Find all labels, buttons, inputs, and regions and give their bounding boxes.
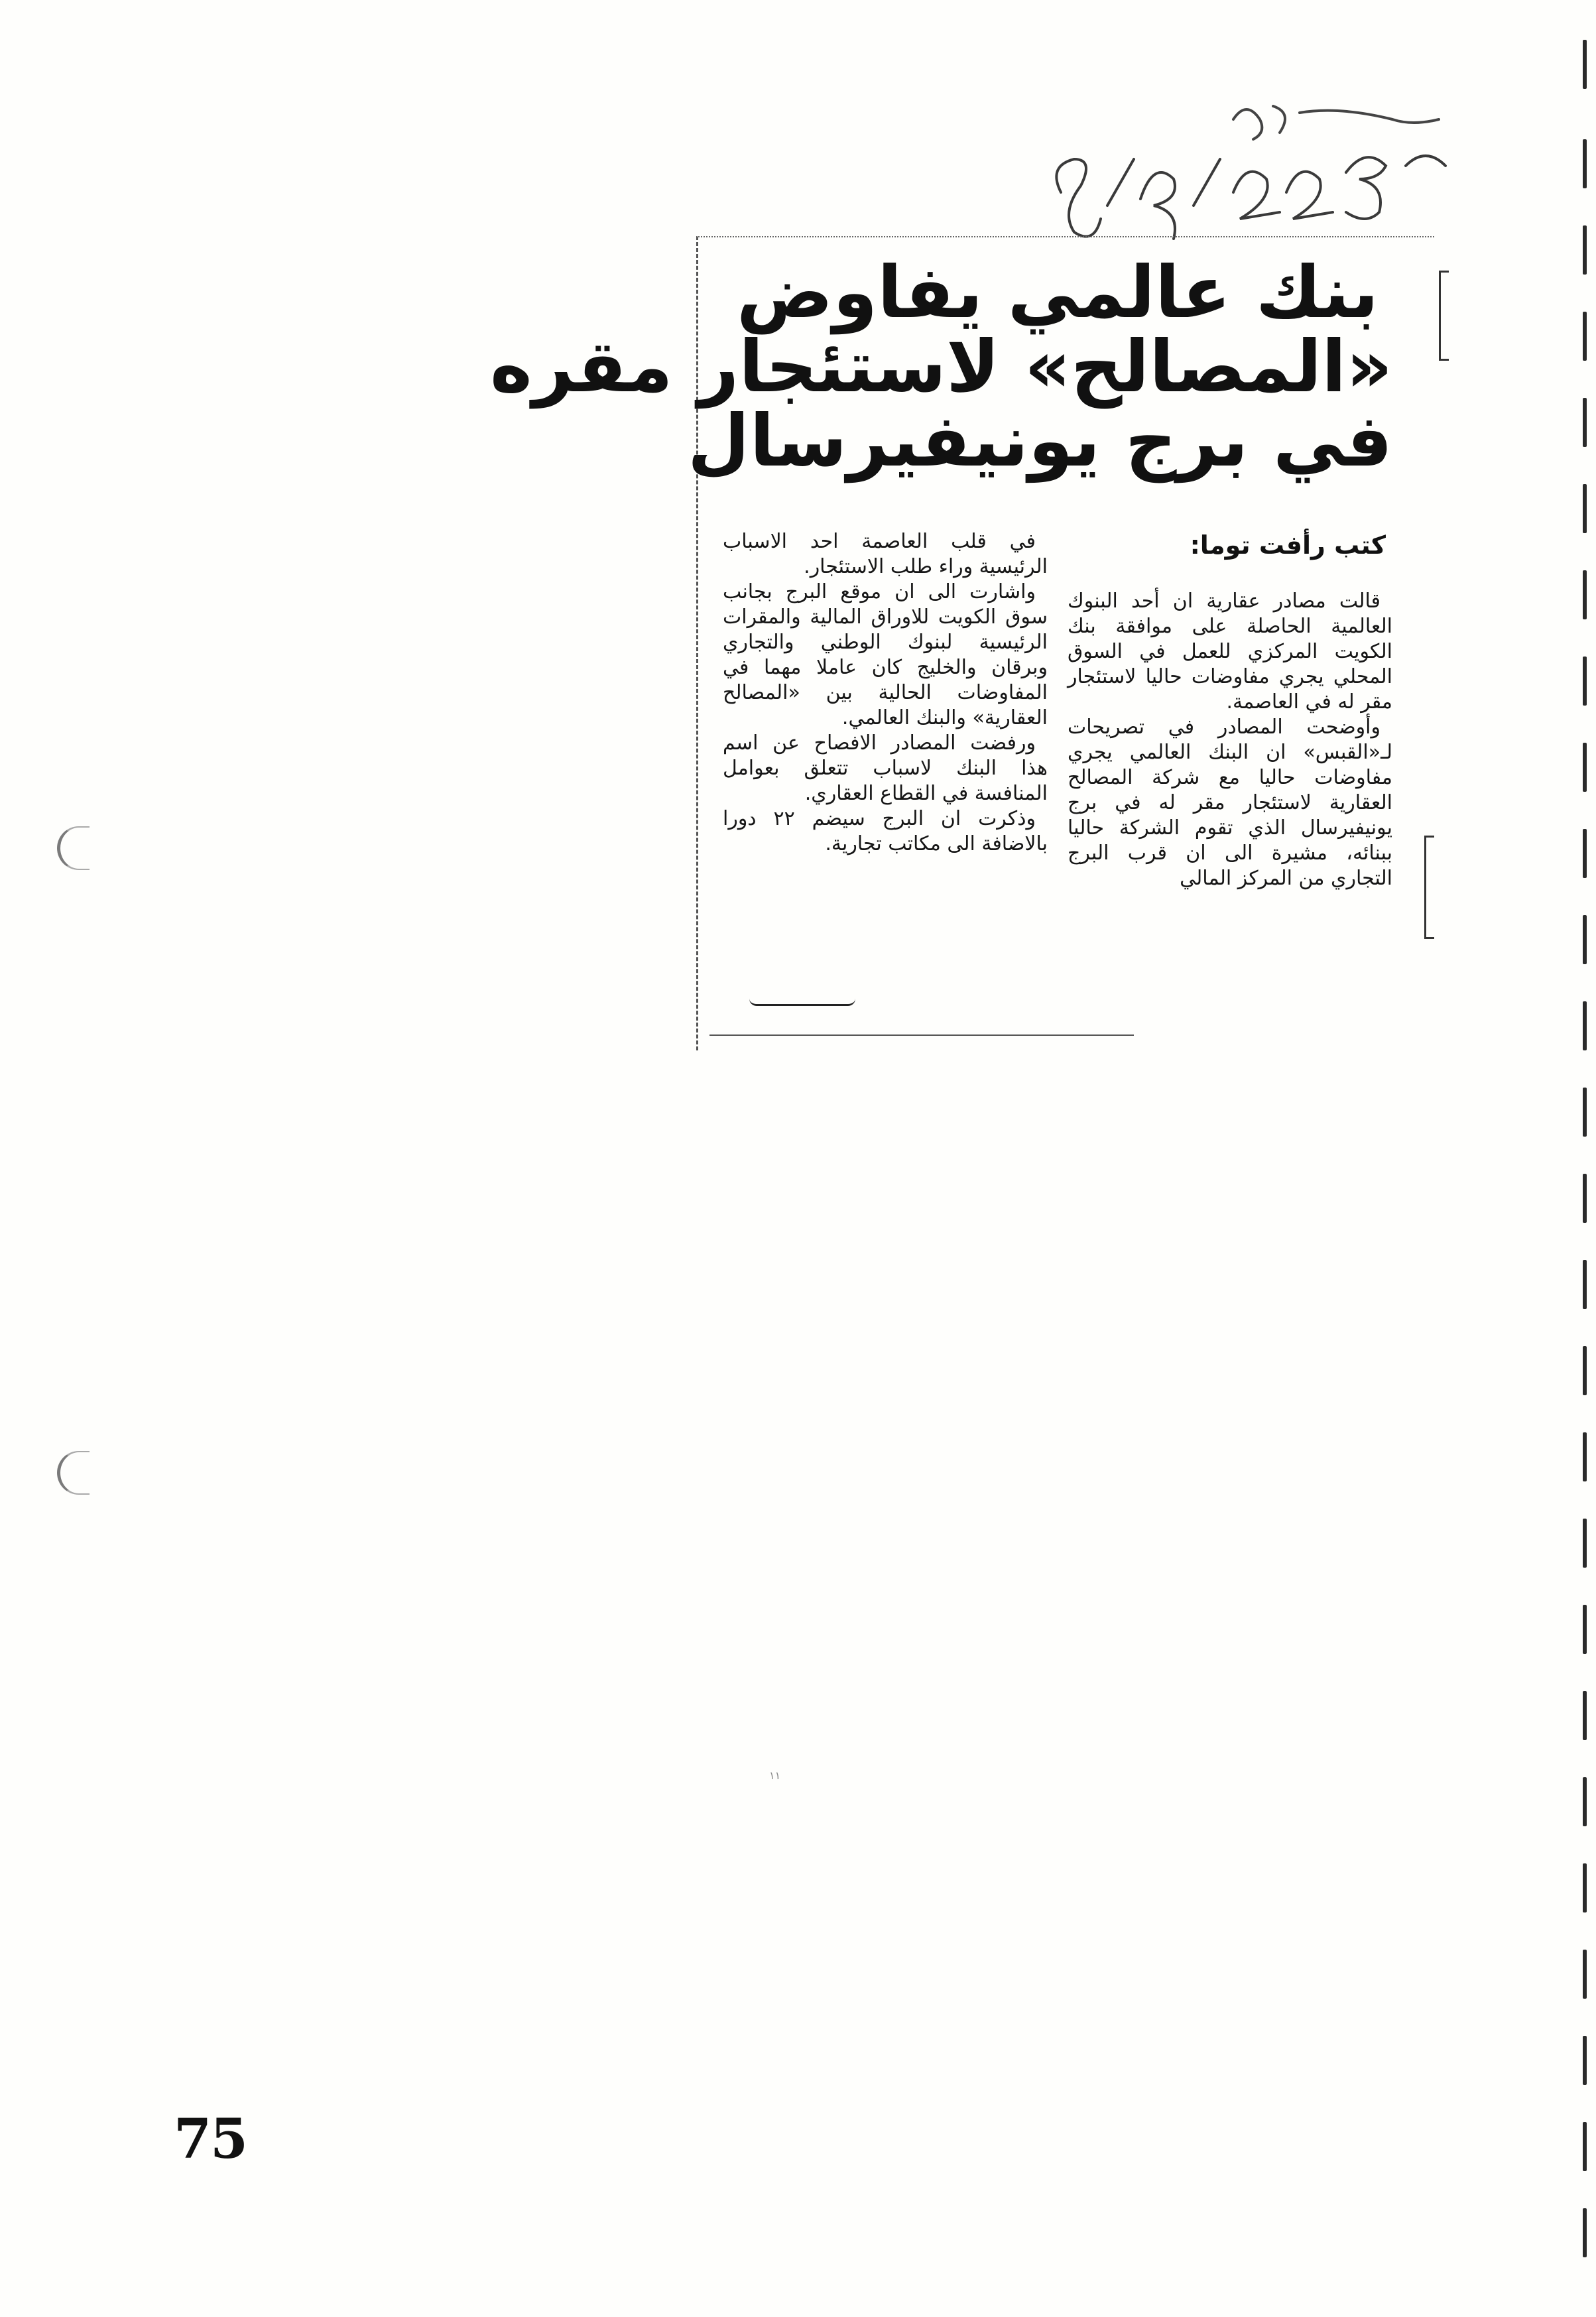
article-byline: كتب رأفت توما: — [1190, 531, 1386, 560]
clipping-bottom-rule — [709, 1034, 1134, 1036]
binder-tick — [1583, 40, 1587, 89]
binder-tick — [1583, 1260, 1587, 1309]
paragraph: في قلب العاصمة احد الاسباب الرئيسية وراء طلب الاستئجار. — [723, 530, 1048, 578]
binder-tick — [1583, 484, 1587, 533]
binder-tick — [1583, 398, 1587, 447]
pencil-bracket — [1424, 836, 1434, 939]
binder-tick — [1583, 1691, 1587, 1740]
binder-tick — [1583, 1950, 1587, 1999]
binder-tick — [1583, 1088, 1587, 1137]
pencil-underline — [749, 999, 855, 1006]
headline-line: في برج يونيفيرسال — [687, 400, 1392, 483]
headline-line: «المصالح» لاستئجار مقره — [490, 326, 1392, 408]
binder-tick — [1583, 2036, 1587, 2085]
pencil-bracket — [1439, 271, 1449, 361]
paragraph: وذكرت ان البرج سيضم ٢٢ دورا بالاضافة الى مكاتب تجارية. — [723, 807, 1048, 855]
binder-tick — [1583, 139, 1587, 188]
binder-tick — [1583, 1432, 1587, 1481]
paragraph: ورفضت المصادر الافصاح عن اسم هذا البنك لاسباب تتعلق بعوامل المنافسة في القطاع العقاري. — [723, 731, 1048, 805]
page-number: 75 — [174, 2107, 247, 2171]
article-column-right — [1068, 589, 1392, 891]
binder-tick — [1583, 312, 1587, 361]
binder-tick — [1583, 1519, 1587, 1568]
binder-tick — [1583, 1605, 1587, 1654]
binder-tick — [1583, 1777, 1587, 1826]
paragraph: وأوضحت المصادر في تصريحات لـ«القبس» ان البنك العالمي يجري مفاوضات حاليا مع شركة المصالح العقارية لاستئجار مقر له في برج يونيفيرسال الذي تقوم الشركة حاليا ببنائه، مشيرة الى ان قرب البرج التجاري من المركز المالي — [1068, 716, 1392, 890]
paragraph: قالت مصادر عقارية ان أحد البنوك العالمية الحاصلة على موافقة بنك الكويت المركزي للعمل في السوق المحلي يجري مفاوضات حاليا لاستئجار مقر له في العاصمة. — [1068, 590, 1392, 714]
binder-tick — [1583, 225, 1587, 275]
article-column-left — [723, 529, 1048, 857]
binder-tick — [1583, 743, 1587, 792]
binder-tick — [1583, 657, 1587, 706]
binder-tick — [1583, 915, 1587, 964]
article-headline — [490, 251, 1392, 483]
binder-tick — [1583, 2208, 1587, 2257]
punch-hole — [57, 826, 90, 870]
punch-hole — [57, 1451, 90, 1495]
binder-tick — [1583, 570, 1587, 619]
stray-mark: ١١ — [769, 1769, 781, 1782]
binder-tick — [1583, 1346, 1587, 1395]
paragraph: واشارت الى ان موقع البرج بجانب سوق الكويت للاوراق المالية والمقرات الرئيسية لبنوك الوطني والتجاري وبرقان والخليج كان عاملا مهما في المفاوضات الحالية بين «المصالح العقارية» والبنك العالمي. — [723, 580, 1048, 729]
binder-tick — [1583, 1001, 1587, 1050]
binder-tick — [1583, 2122, 1587, 2171]
headline-line: بنك عالمي يفاوض — [736, 251, 1379, 334]
binder-tick — [1583, 829, 1587, 878]
binder-tick — [1583, 1174, 1587, 1223]
binder-tick — [1583, 1863, 1587, 1912]
